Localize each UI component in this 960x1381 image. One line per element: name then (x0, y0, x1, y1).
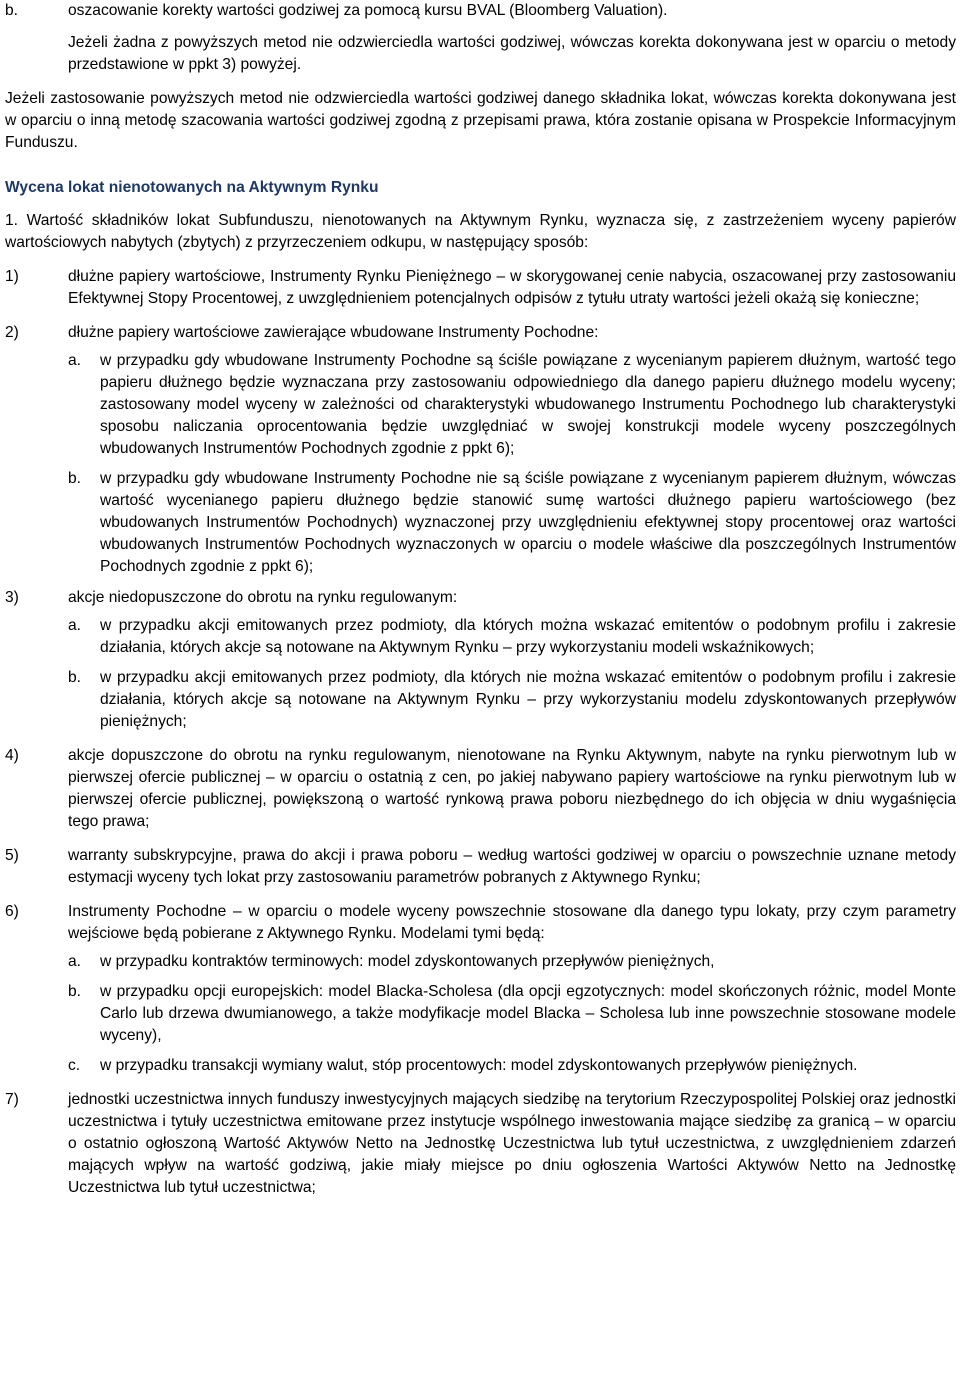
sub-list-item-text: w przypadku kontraktów terminowych: model zdyskontowanych przepływów pieniężnych, (100, 953, 715, 970)
list-item-text: akcje niedopuszczone do obrotu na rynku regulowanym: (68, 589, 458, 606)
list-label: 1) (5, 268, 19, 285)
intro-paragraph-1: Jeżeli żadna z powyższych metod nie odzwierciedla wartości godziwej, wówczas korekta dokonywana jest w oparciu o metody przedstawione w ppkt 3) powyżej. (68, 34, 956, 73)
list-label: 3) (5, 589, 19, 606)
list-item-text: Instrumenty Pochodne – w oparciu o modele wyceny powszechnie stosowane dla danego typu lokaty, przy czym parametry wejściowe będą pobierane z Aktywnego Rynku. Modelami tymi będą: (68, 903, 956, 942)
list-label: 6) (5, 903, 19, 920)
list-item-text: oszacowanie korekty wartości godziwej za pomocą kursu BVAL (Bloomberg Valuation). (68, 2, 668, 19)
sub-list-item-text: w przypadku transakcji wymiany walut, stóp procentowych: model zdyskontowanych przepływów pieniężnych. (100, 1057, 858, 1074)
sub-list-item-text: w przypadku akcji emitowanych przez podmioty, dla których nie można wskazać emitentów o podobnym profilu i zakresie działania, których akcje są notowane na Aktywnym Rynku – przy wykorzystaniu modelu zdyskontowanych przepływów pieniężnych; (100, 669, 956, 730)
sub-list-item (68, 981, 956, 1047)
sub-list-item (68, 350, 956, 460)
sub-list-item-text: w przypadku gdy wbudowane Instrumenty Pochodne nie są ściśle powiązane z wycenianym papierem dłużnym, wówczas wartość wycenianego papieru dłużnego będzie stanowić sumę wartości dłużnego papieru wartościowego (bez wbudowanych Instrumentów Pochodnych) wyznaczonej przy uwzględnieniu efektywnej stopy procentowej oraz wartości wbudowanych Instrumentów Pochodnych wyznaczonych w oparciu o modele właściwe dla poszczególnych Instrumentów Pochodnych zgodnie z ppkt 6); (100, 470, 956, 575)
sub-list-label: b. (68, 983, 82, 1000)
intro-list-item-b (5, 0, 956, 22)
list-item (5, 845, 956, 889)
list-label: 4) (5, 747, 19, 764)
list-label: 2) (5, 324, 19, 341)
sub-list-item-text: w przypadku gdy wbudowane Instrumenty Pochodne są ściśle powiązane z wycenianym papierem dłużnym, wartość tego papieru dłużnego będzie wyznaczana przy zastosowaniu odpowiedniego dla danego papieru dłużnego modelu wyceny; zastosowany model wyceny w zależności od charakterystyki wbudowanego Instrumentu Pochodnego lub charakterystyki sposobu naliczania oprocentowania będzie uwzględniać w swojej konstrukcji modele wyceny poszczególnych wbudowanych Instrumentów Pochodnych zgodnie z ppkt 6); (100, 352, 956, 457)
list-item-text: jednostki uczestnictwa innych funduszy inwestycyjnych mających siedzibę na terytorium Rzeczypospolitej Polskiej oraz jednostki uczestnictwa i tytuły uczestnictwa emitowane przez instytucje wspólnego inwestowania mające siedzibę za granicą – w oparciu o ostatnio ogłoszoną Wartość Aktywów Netto na Jednostkę Uczestnictwa lub tytuł uczestnictwa, z uwzględnieniem zdarzeń mających wpływ na wartość godziwą, jakie miały miejsce po dniu ogłoszenia Wartości Aktywów Netto na Jednostkę Uczestnictwa lub tytuł uczestnictwa; (68, 1091, 956, 1196)
list-label: 5) (5, 847, 19, 864)
list-item (5, 901, 956, 945)
list-item-text: akcje dopuszczone do obrotu na rynku regulowanym, nienotowane na Rynku Aktywnym, nabyte na rynku pierwotnym lub w pierwszej ofercie publicznej – w oparciu o ostatnią z cen, po jakiej nabywano papiery wartościowe na rynku pierwotnym lub w pierwszej ofercie publicznej, powiększoną o wartość rynkową prawa poboru niezbędnego do ich objęcia w dniu wygaśnięcia tego prawa; (68, 747, 956, 830)
list-item (5, 1089, 956, 1199)
document-page (5, 0, 956, 1199)
sub-list-item (68, 951, 956, 973)
sub-list-item (68, 468, 956, 578)
sub-list-item-text: w przypadku opcji europejskich: model Blacka-Scholesa (dla opcji egzotycznych: model skończonych różnic, model Monte Carlo lub drzewa dwumianowego, a także modyfikacje model Blacka – Scholesa lub inne powszechnie stosowane modele wyceny), (100, 983, 956, 1044)
sub-list-label: b. (68, 470, 82, 487)
list-item (5, 587, 956, 609)
valuation-items-list (5, 266, 956, 1199)
list-item-text: warranty subskrypcyjne, prawa do akcji i prawa poboru – według wartości godziwej w oparciu o powszechnie uznane metody estymacji wyceny tych lokat przy zastosowaniu parametrów pobranych z Aktywnego Rynku; (68, 847, 956, 886)
list-item (5, 266, 956, 310)
section-1-paragraph: 1. Wartość składników lokat Subfunduszu, nienotowanych na Aktywnym Rynku, wyznacza się, z zastrzeżeniem wyceny papierów wartościowych nabytych (zbytych) z przyrzeczeniem odkupu, w następujący sposób: (5, 212, 956, 251)
sub-list-label: a. (68, 617, 82, 634)
sub-list-label: a. (68, 953, 82, 970)
list-label: b. (5, 2, 19, 19)
section-heading: Wycena lokat nienotowanych na Aktywnym Rynku (5, 179, 379, 196)
sub-list-item (68, 667, 956, 733)
sub-list-item (68, 1055, 956, 1077)
sub-list-label: b. (68, 669, 82, 686)
sub-list-item-text: w przypadku akcji emitowanych przez podmioty, dla których można wskazać emitentów o podobnym profilu i zakresie działania, których akcje są notowane na Aktywnym Rynku – przy wykorzystaniu modeli wskaźnikowych; (100, 617, 956, 656)
list-label: 7) (5, 1091, 19, 1108)
sub-list-label: c. (68, 1057, 81, 1074)
intro-paragraph-2: Jeżeli zastosowanie powyższych metod nie odzwierciedla wartości godziwej danego składnika lokat, wówczas korekta dokonywana jest w oparciu o inną metodę szacowania wartości godziwej zgodną z przepisami prawa, która zostanie opisana w Prospekcie Informacyjnym Funduszu. (5, 90, 956, 151)
list-item (5, 745, 956, 833)
list-item-text: dłużne papiery wartościowe, Instrumenty Rynku Pieniężnego – w skorygowanej cenie nabycia, oszacowanej przy zastosowaniu Efektywnej Stopy Procentowej, z uwzględnieniem potencjalnych odpisów z tytułu utraty wartości jeżeli okażą się konieczne; (68, 268, 956, 307)
list-item-text: dłużne papiery wartościowe zawierające wbudowane Instrumenty Pochodne: (68, 324, 599, 341)
list-item (5, 322, 956, 344)
sub-list-item (68, 615, 956, 659)
sub-list-label: a. (68, 352, 82, 369)
